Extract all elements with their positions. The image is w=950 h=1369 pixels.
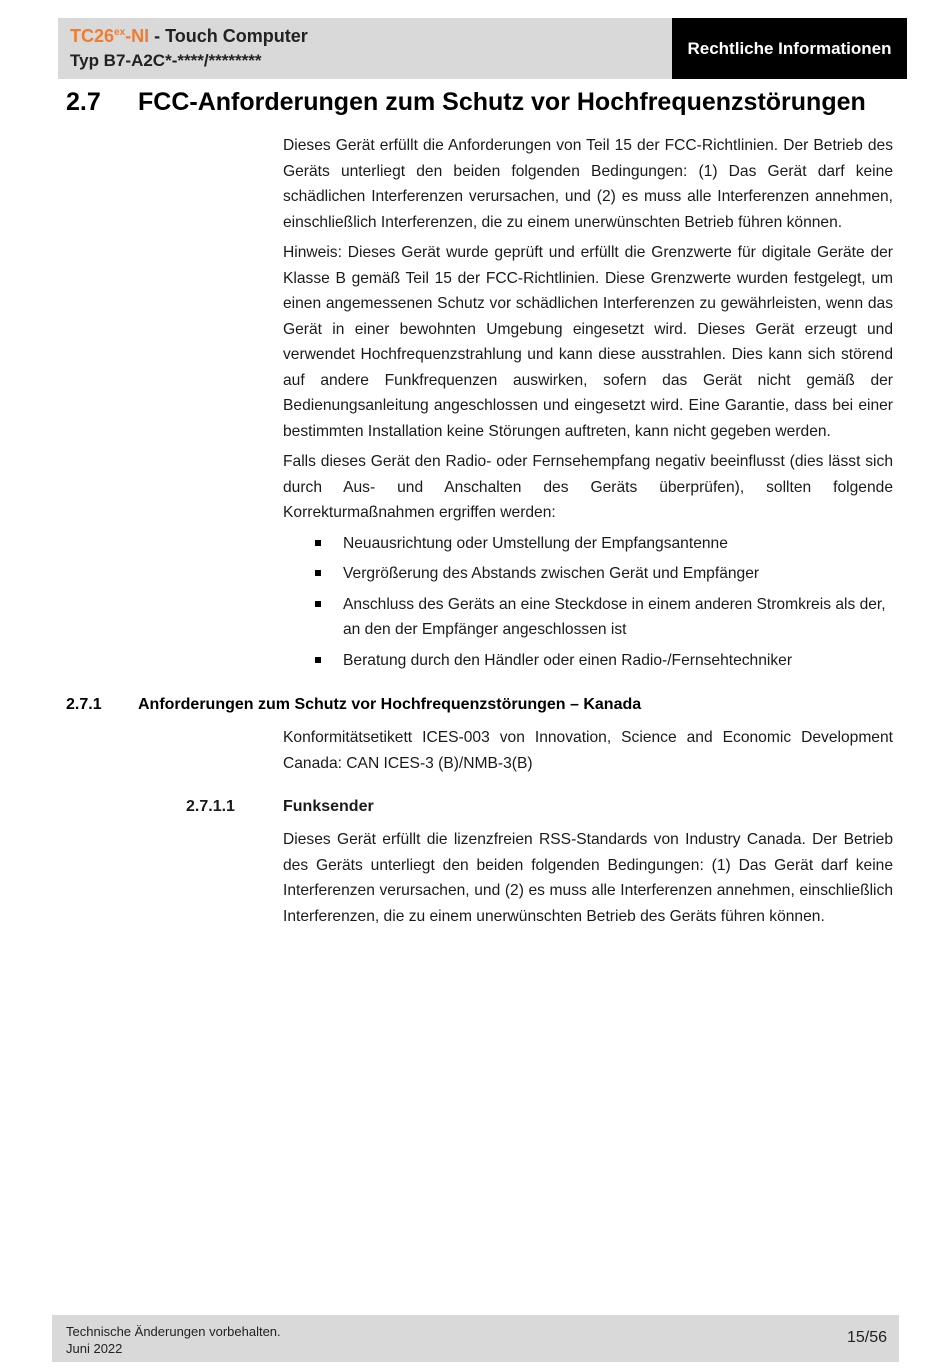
section-title: FCC-Anforderungen zum Schutz vor Hochfrequenzstörungen: [138, 88, 866, 116]
chapter-label: Rechtliche Informationen: [672, 18, 907, 79]
subsection-title: Anforderungen zum Schutz vor Hochfrequenzstörungen – Kanada: [138, 696, 642, 713]
paragraph: Dieses Gerät erfüllt die Anforderungen von Teil 15 der FCC-Richtlinien. Der Betrieb des Geräts unterliegt den beiden folgenden Bedingungen: (1) Das Gerät darf keine schädlichen Interferenzen verursachen, und (2) es muss alle Interferenzen annehmen, einschließlich Interferenzen, die zu einem unerwünschten Betrieb führen können.: [283, 137, 893, 231]
product-name: [70, 26, 308, 47]
list-item: Beratung durch den Händler oder einen Radio-/Fernsehtechniker: [283, 648, 893, 674]
product-suffix: -NI: [125, 26, 150, 46]
paragraph: Hinweis: Dieses Gerät wurde geprüft und erfüllt die Grenzwerte für digitale Geräte der Klasse B gemäß Teil 15 der FCC-Richtlinien. Diese Grenzwerte wurden festgelegt, um einen angemessenen Schutz vor schädlichen Interferenzen zu gewährleisten, wenn das Gerät in einer bewohnten Umgebung eingesetzt wird. Dieses Gerät erzeugt und verwendet Hochfrequenzstrahlung und kann diese ausstrahlen. Dies kann sich störend auf andere Funkfrequenzen auswirken, sofern das Gerät nicht gemäß der Bedienungsanleitung angeschlossen und eingesetzt wird. Eine Garantie, dass bei einer bestimmten Installation keine Störungen auftreten, kann nicht gegeben werden.: [283, 244, 893, 440]
footer-date: Juni 2022: [66, 1341, 123, 1356]
bullet-square-icon: [315, 601, 321, 607]
page-number: 15/56: [846, 1329, 887, 1346]
section-number: 2.7: [66, 88, 101, 116]
footer-disclaimer: Technische Änderungen vorbehalten.: [66, 1324, 281, 1339]
bullet-square-icon: [315, 657, 321, 663]
section-heading: [66, 88, 866, 117]
product-descriptor: - Touch Computer: [149, 26, 308, 46]
bullet-square-icon: [315, 540, 321, 546]
subsubsection-number: 2.7.1.1: [186, 798, 235, 815]
bullet-list: [283, 531, 893, 674]
subsubsection-body: [283, 827, 893, 934]
paragraph: Konformitätsetikett ICES-003 von Innovation, Science and Economic Development Canada: CAN ICES-3 (B)/NMB-3(B): [283, 729, 893, 772]
list-item: Anschluss des Geräts an eine Steckdose in einem anderen Stromkreis als der, an den der Empfänger angeschlossen ist: [283, 592, 893, 643]
section-body: [283, 133, 893, 678]
footer-note: [66, 1323, 281, 1357]
list-item: Vergrößerung des Abstands zwischen Gerät und Empfänger: [283, 561, 893, 587]
subsubsection-title: Funksender: [283, 798, 374, 815]
product-brand: TC26: [70, 26, 115, 46]
product-type: Typ B7-A2C*-****/********: [70, 51, 262, 70]
subsection-number: 2.7.1: [66, 696, 102, 713]
paragraph: Dieses Gerät erfüllt die lizenzfreien RSS-Standards von Industry Canada. Der Betrieb des Geräts unterliegt den beiden folgenden Bedingungen: (1) Das Gerät darf keine Interferenzen verursachen, und (2) es muss alle Interferenzen annehmen, einschließlich Interferenzen, die zu einem unerwünschten Betrieb des Geräts führen können.: [283, 831, 893, 925]
header-product-block: [58, 18, 672, 79]
subsection-heading: [66, 696, 641, 714]
subsection-body: [283, 725, 893, 781]
page-footer: [52, 1315, 899, 1362]
product-superscript: ex: [114, 27, 126, 38]
bullet-square-icon: [315, 570, 321, 576]
paragraph: Falls dieses Gerät den Radio- oder Fernsehempfang negativ beeinflusst (dies lässt sich durch Aus- und Anschalten des Geräts überprüfen), sollten folgende Korrekturmaßnahmen ergriffen werden:: [283, 453, 893, 521]
list-item: Neuausrichtung oder Umstellung der Empfangsantenne: [283, 531, 893, 557]
